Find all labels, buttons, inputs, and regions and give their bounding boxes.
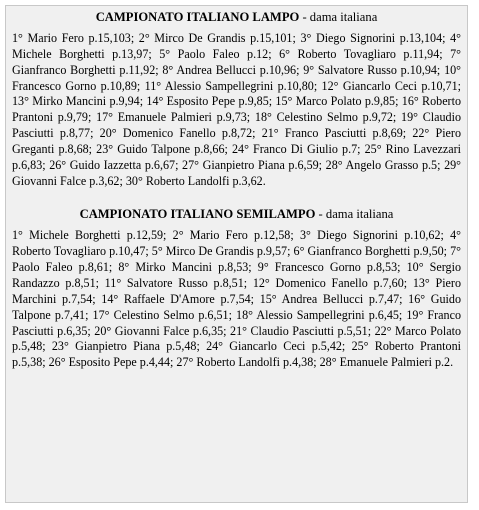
results-panel <box>5 5 468 503</box>
lampo-title-main: CAMPIONATO ITALIANO LAMPO <box>95 10 300 24</box>
lampo-results: 1° Mario Fero p.15,103; 2° Mirco De Grandis p.15,101; 3° Diego Signorini p.13,104; 4° Michele Borghetti p.13,97; 5° Paolo Faleo p.12; 6° Roberto Tovagliaro p.11,94; 7° Gianfranco Borghetti p.11,92; 8° Andrea Bellucci p.10,96; 9° Salvatore Russo p.10,94; 10° Francesco Gorno p.10,89; 11° Alessio Sampellegrini p.10,80; 12° Giancarlo Ceci p.10,71; 13° Mirko Mancini p.9,94; 14° Esposito Pepe p.9,85; 15° Marco Polato p.9,85; 16° Roberto Prantoni p.9,79; 17° Emanuele Palmieri p.9,73; 18° Celestino Selmo p.9,72; 19° Claudio Pasciutti p.8,77; 20° Domenico Fanello p.8,72; 21° Franco Pasciutti p.8,69; 22° Piero Greganti p.8,68; 23° Guido Talpone p.8,66; 24° Franco Di Giulio p.7; 25° Rino Lavezzari p.6,83; 26° Guido Iazzetta p.6,67; 27° Gianpietro Piana p.6,59; 28° Angelo Grasso p.5; 29° Giovanni Falce p.3,62; 30° Roberto Landolfi p.3,62. <box>12 31 461 188</box>
lampo-title-sub: - dama italiana <box>299 10 378 24</box>
semilampo-section <box>12 205 461 371</box>
lampo-title <box>12 8 461 27</box>
semilampo-title-main: CAMPIONATO ITALIANO SEMILAMPO <box>79 207 316 222</box>
semilampo-title <box>12 205 461 224</box>
lampo-section <box>12 8 461 189</box>
semilampo-results: 1° Michele Borghetti p.12,59; 2° Mario Fero p.12,58; 3° Diego Signorini p.10,62; 4° Roberto Tovagliaro p.10,47; 5° Mirco De Grandis p.9,57; 6° Gianfranco Borghetti p.9,50; 7° Paolo Faleo p.8,61; 8° Mirko Mancini p.8,53; 9° Francesco Gorno p.8,53; 10° Sergio Randazzo p.8,51; 11° Salvatore Russo p.8,51; 12° Domenico Fanello p.7,60; 13° Piero Marchini p.7,54; 14° Raffaele D'Amore p.7,54; 15° Andrea Bellucci p.7,47; 16° Guido Talpone p.7,41; 17° Celestino Selmo p.6,51; 18° Alessio Sampellegrini p.6,45; 19° Franco Pasciutti p.6,35; 20° Giovanni Falce p.6,35; 21° Claudio Pasciutti p.5,51; 22° Marco Polato p.5,48; 23° Gianpietro Piana p.5,48; 24° Giancarlo Ceci p.5,42; 25° Roberto Prantoni p.5,38; 26° Esposito Pepe p.4,44; 27° Roberto Landolfi p.4,38; 28° Emanuele Palmieri p.2. <box>12 228 461 370</box>
semilampo-title-sub: - dama italiana <box>315 207 394 222</box>
